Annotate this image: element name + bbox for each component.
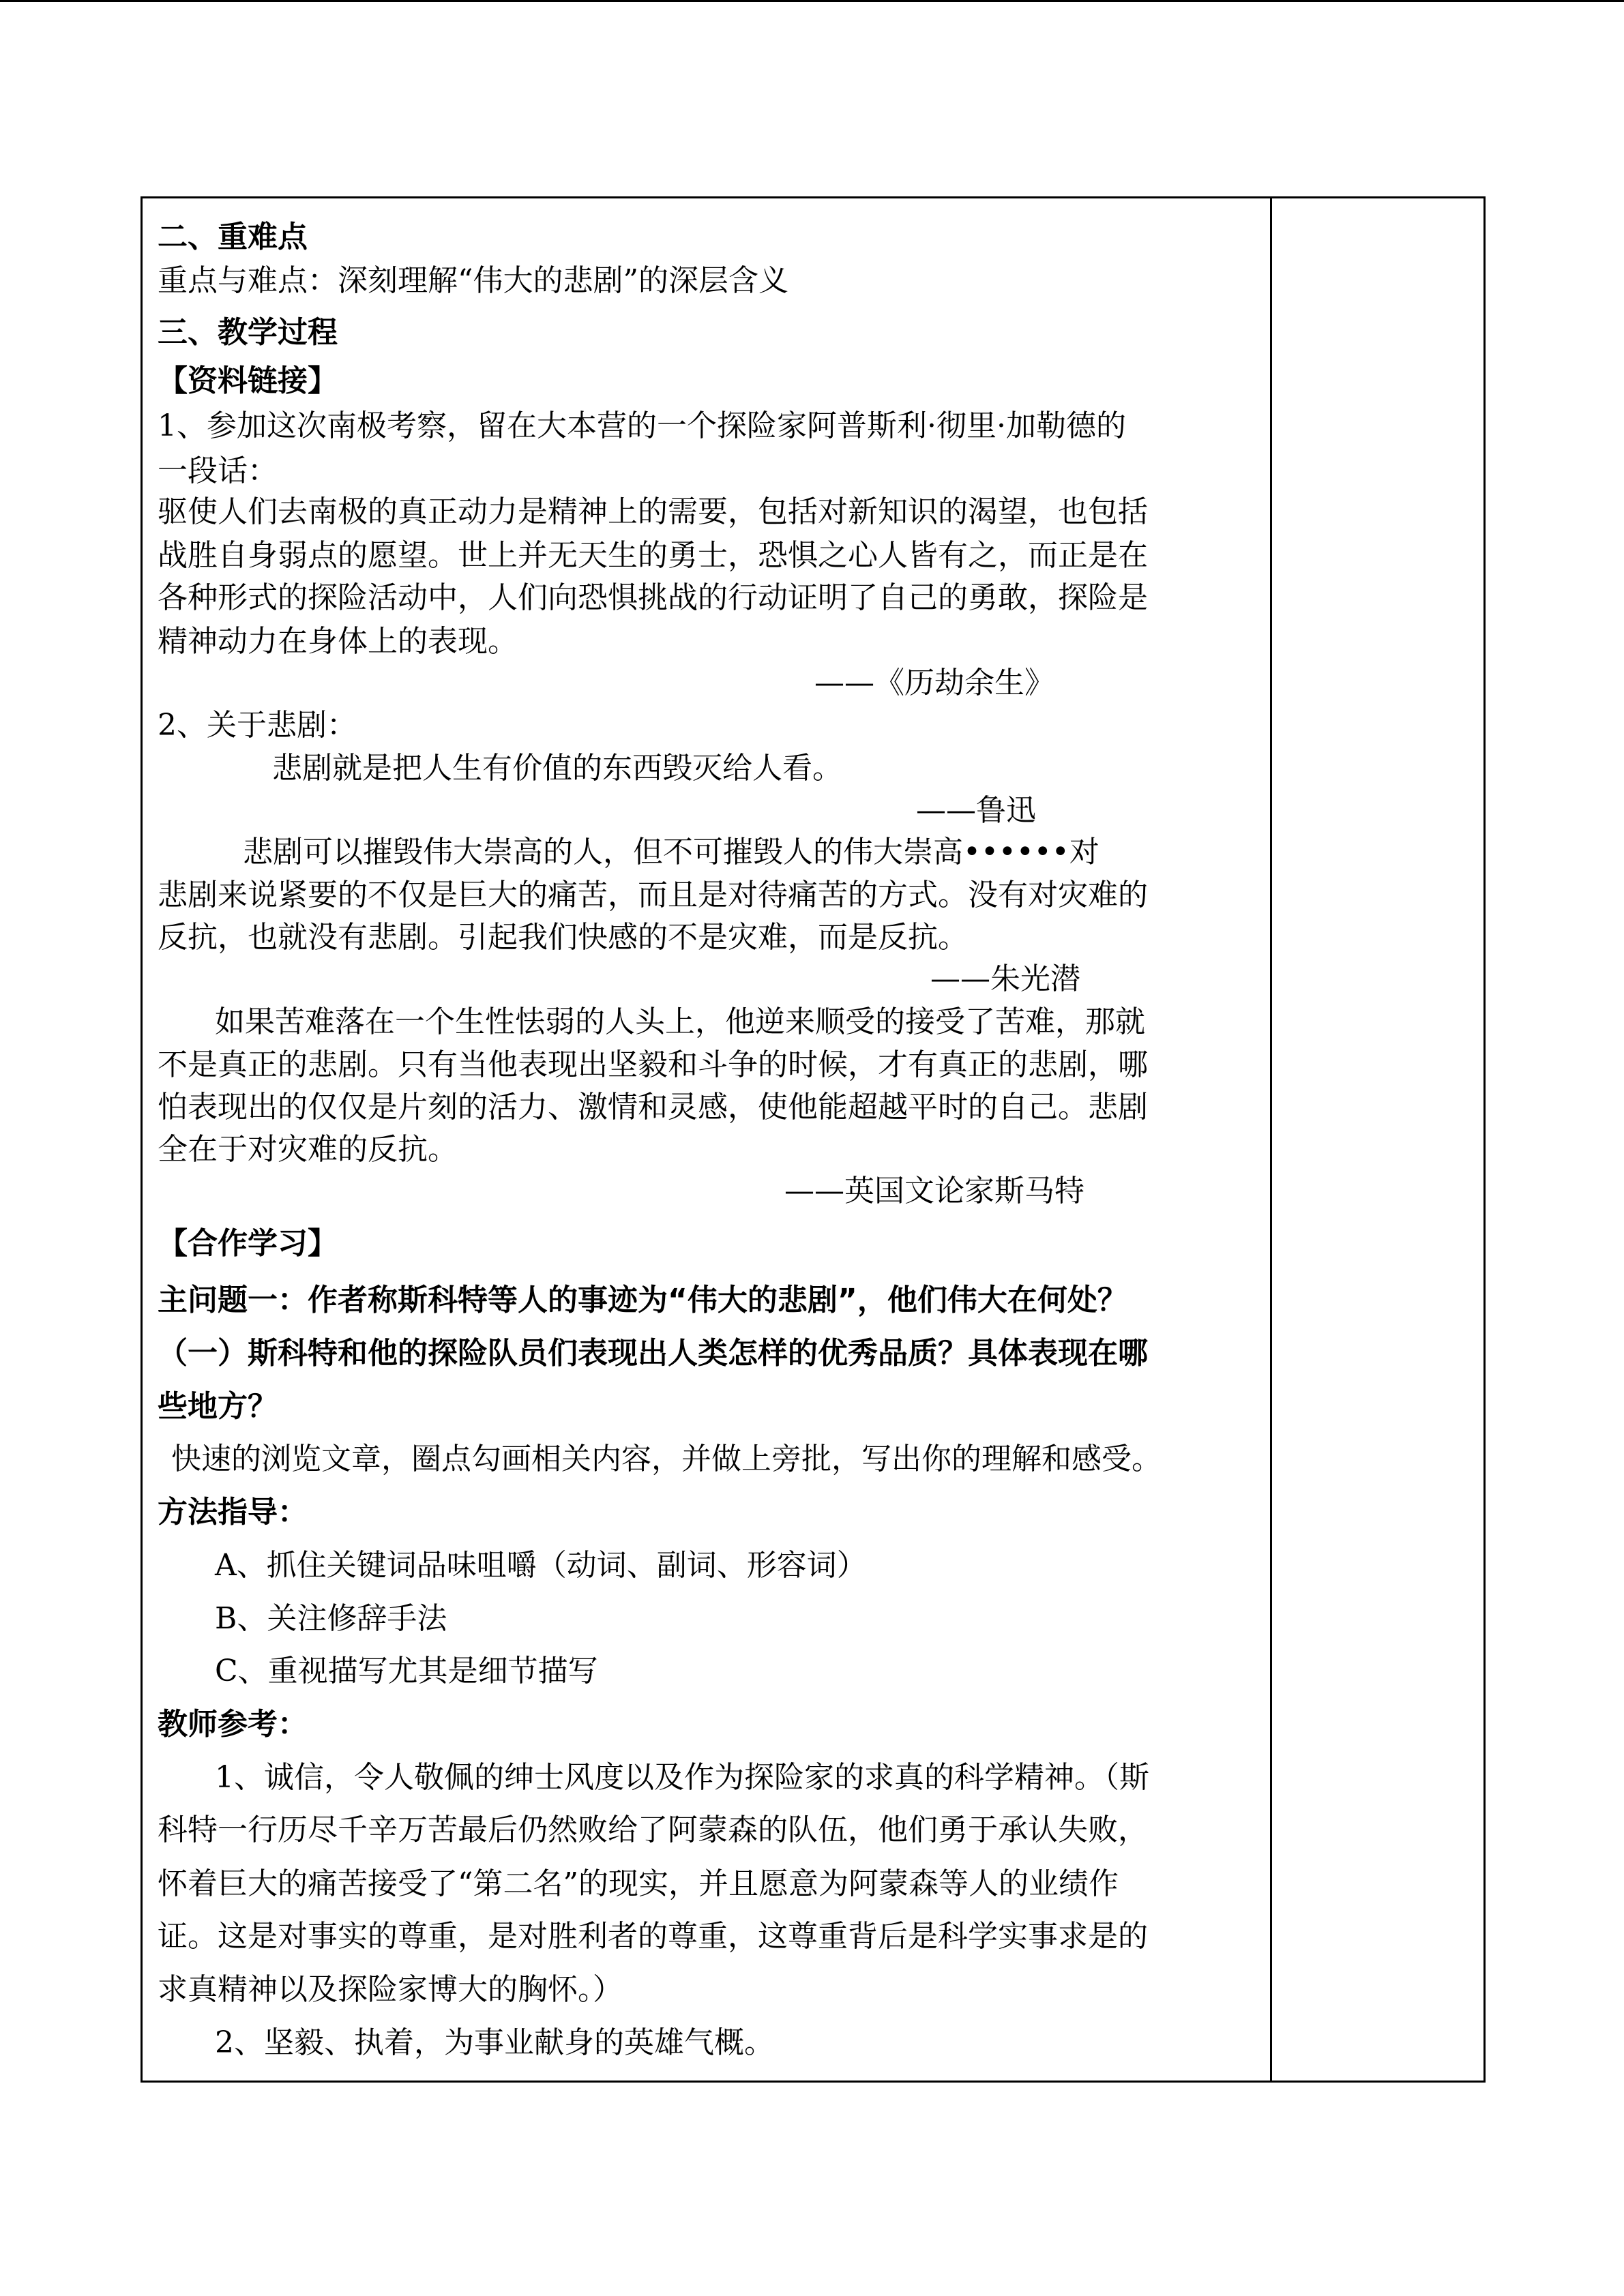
quote-attribution: ——鲁迅 <box>916 793 1036 828</box>
body-line: 2、坚毅、执着，为事业献身的英雄气概。 <box>215 2025 774 2060</box>
body-line: 各种形式的探险活动中，人们向恐惧挑战的行动证明了自己的勇敢，探险是 <box>158 580 1148 615</box>
body-line: 1、诚信，令人敬佩的绅士风度以及作为探险家的求真的科学精神。（斯 <box>215 1760 1149 1795</box>
body-line: 一段话： <box>158 453 278 488</box>
body-line: 科特一行历尽千辛万苦最后仍然败给了阿蒙森的队伍，他们勇于承认失败， <box>158 1813 1148 1847</box>
body-line: 驱使人们去南极的真正动力是精神上的需要，包括对新知识的渴望，也包括 <box>158 494 1148 529</box>
main-question-one: 主问题一：作者称斯科特等人的事迹为“伟大的悲剧”，他们伟大在何处？ <box>158 1283 1127 1317</box>
body-line: 如果苦难落在一个生性怯弱的人头上，他逆来顺受的接受了苦难，那就 <box>215 1004 1145 1039</box>
body-line: 精神动力在身体上的表现。 <box>158 624 518 659</box>
body-line: 悲剧可以摧毁伟大崇高的人，但不可摧毁人的伟大崇高••••••对 <box>243 835 1099 869</box>
table-column-divider <box>1270 198 1272 2081</box>
subheading-cooperative-learning: 【合作学习】 <box>158 1226 338 1261</box>
subheading-teacher-reference: 教师参考： <box>158 1707 308 1742</box>
body-line: 悲剧来说紧要的不仅是巨大的痛苦，而且是对待痛苦的方式。没有对灾难的 <box>158 878 1148 912</box>
quote-attribution: ——《历劫余生》 <box>814 666 1054 700</box>
body-line: 不是真正的悲剧。只有当他表现出坚毅和斗争的时候，才有真正的悲剧，哪 <box>158 1047 1148 1082</box>
body-line: 证。这是对事实的尊重，是对胜利者的尊重，这尊重背后是科学实事求是的 <box>158 1919 1148 1954</box>
subheading-method-guide: 方法指导： <box>158 1495 308 1530</box>
body-line: 反抗，也就没有悲剧。引起我们快感的不是灾难，而是反抗。 <box>158 920 968 955</box>
question-part-one: （一）斯科特和他的探险队员们表现出人类怎样的优秀品质？具体表现在哪 <box>158 1336 1148 1371</box>
quote-attribution: ——朱光潜 <box>930 961 1080 996</box>
key-points-text: 重点与难点：深刻理解“伟大的悲剧”的深层含义 <box>158 263 788 298</box>
method-item: A、抓住关键词品味咀嚼（动词、副词、形容词） <box>215 1548 867 1583</box>
quote-text: 悲剧就是把人生有价值的东西毁灭给人看。 <box>272 751 842 786</box>
subheading-resource-links: 【资料链接】 <box>158 363 338 398</box>
body-line: 全在于对灾难的反抗。 <box>158 1132 458 1167</box>
question-part-one-continued: 些地方？ <box>158 1389 278 1424</box>
method-item: B、关注修辞手法 <box>215 1601 447 1636</box>
body-line: 1、参加这次南极考察，留在大本营的一个探险家阿普斯利·彻里·加勒德的 <box>158 408 1126 443</box>
lesson-plan-table <box>141 196 1486 2083</box>
body-line: 求真精神以及探险家博大的胸怀。） <box>158 1972 623 2007</box>
section-heading-teaching-process: 三、教学过程 <box>158 315 338 350</box>
body-line: 怀着巨大的痛苦接受了“第二名”的现实，并且愿意为阿蒙森等人的业绩作 <box>158 1866 1119 1901</box>
body-line: 战胜自身弱点的愿望。世上并无天生的勇士，恐惧之心人皆有之，而正是在 <box>158 538 1148 573</box>
method-item: C、重视描写尤其是细节描写 <box>215 1654 598 1688</box>
body-line: 2、关于悲剧： <box>158 708 357 743</box>
body-line: 怕表现出的仅仅是片刻的活力、激情和灵感，使他能超越平时的自己。悲剧 <box>158 1090 1148 1124</box>
page-top-border <box>0 0 1624 2</box>
quote-attribution: ——英国文论家斯马特 <box>784 1174 1084 1208</box>
body-line: 快速的浏览文章，圈点勾画相关内容，并做上旁批，写出你的理解和感受。 <box>171 1442 1162 1476</box>
section-heading-key-points: 二、重难点 <box>158 220 308 254</box>
